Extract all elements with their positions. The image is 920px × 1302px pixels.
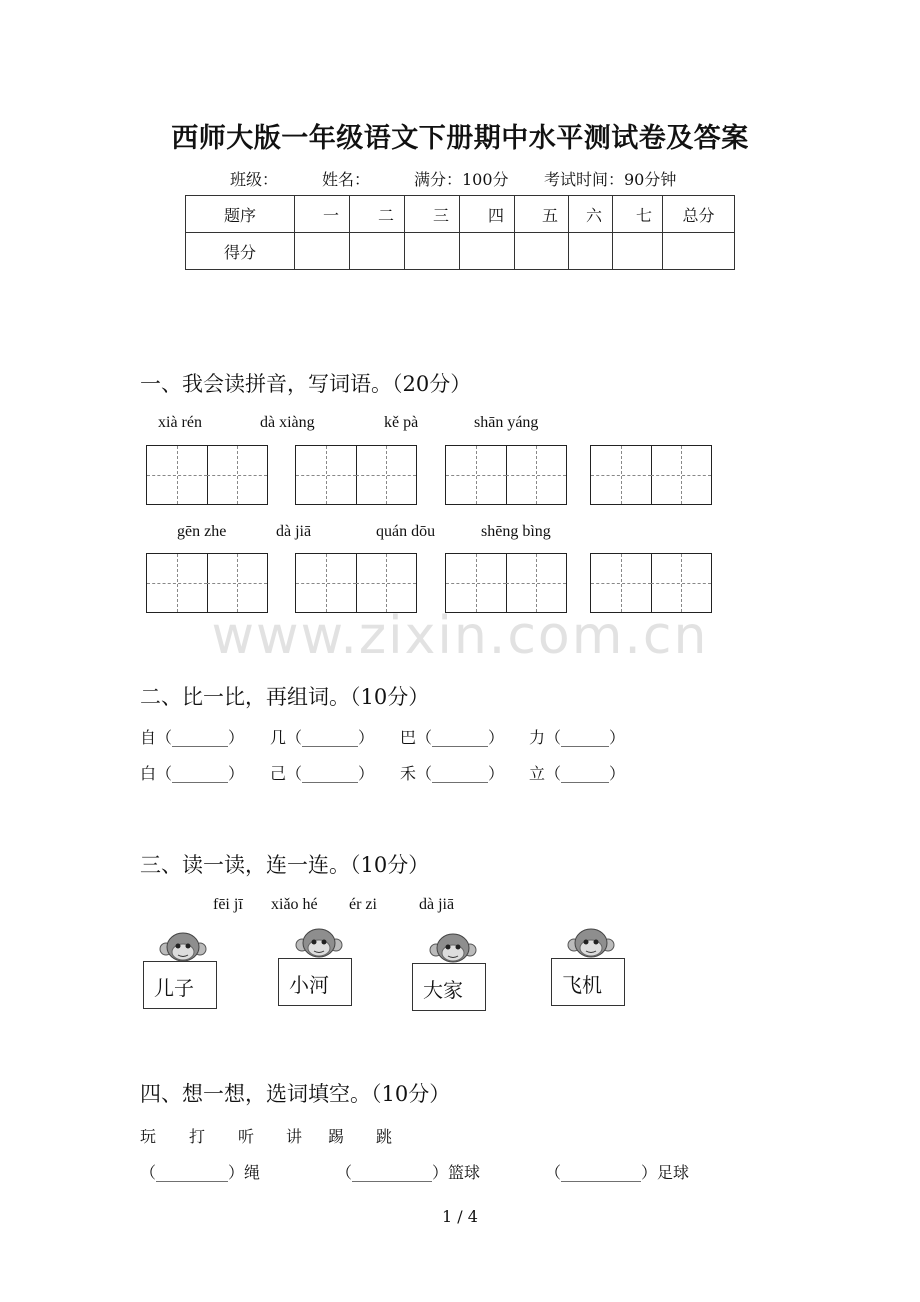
writing-grid[interactable]	[445, 553, 567, 613]
score-table-col-4: 四	[460, 196, 515, 233]
pinyin-label: dà jiā	[276, 523, 312, 540]
writing-grid[interactable]	[295, 553, 417, 613]
score-cell[interactable]	[663, 233, 735, 270]
option-word: 踢	[328, 1127, 345, 1146]
word-card[interactable]	[143, 961, 217, 1009]
pinyin-label: fēi jī	[213, 896, 243, 913]
score-table-header-row	[186, 196, 735, 233]
score-table-row-label: 题序	[186, 196, 295, 233]
score-cell[interactable]	[515, 233, 569, 270]
option-word: 听	[238, 1127, 255, 1146]
writing-grid[interactable]	[590, 553, 712, 613]
name-label: 姓名：	[322, 170, 371, 189]
option-word: 讲	[286, 1127, 303, 1146]
score-table-col-1: 一	[295, 196, 350, 233]
word-card-label: 大家	[423, 978, 463, 1002]
score-cell[interactable]	[405, 233, 460, 270]
word-card[interactable]	[278, 958, 352, 1006]
score-table-col-2: 二	[350, 196, 405, 233]
score-cell[interactable]	[295, 233, 350, 270]
pinyin-label: dà jiā	[419, 896, 455, 913]
pinyin-label: xià rén	[158, 414, 202, 431]
word-card-label: 儿子	[154, 976, 194, 1000]
pinyin-label: shān yáng	[474, 414, 539, 431]
monkey-icon	[566, 925, 616, 959]
exam-time-label: 考试时间：90分钟	[544, 170, 677, 189]
monkey-icon	[294, 925, 344, 959]
word-card[interactable]	[412, 963, 486, 1011]
fill-blank: （__________）篮球	[336, 1163, 481, 1182]
pinyin-label: shēng bìng	[481, 523, 551, 540]
page-title: 西师大版一年级语文下册期中水平测试卷及答案	[171, 123, 749, 154]
monkey-icon	[428, 930, 478, 964]
class-label: 班级：	[230, 170, 279, 189]
word-card[interactable]	[551, 958, 625, 1006]
compare-item: 禾（_______）	[400, 764, 505, 783]
score-table-row-label: 得分	[186, 233, 295, 270]
compare-item: 力（______）	[529, 728, 626, 747]
fill-blank: （_________）绳	[140, 1163, 261, 1182]
writing-grid[interactable]	[295, 445, 417, 505]
score-table-score-row	[186, 233, 735, 270]
score-cell[interactable]	[460, 233, 515, 270]
writing-grid[interactable]	[590, 445, 712, 505]
score-table-col-3: 三	[405, 196, 460, 233]
score-cell[interactable]	[350, 233, 405, 270]
section-3-title: 三、读一读，连一连。（10分）	[140, 853, 430, 877]
full-score-label: 满分：100分	[414, 170, 509, 189]
pinyin-label: xiǎo hé	[271, 896, 318, 913]
option-word: 玩	[140, 1127, 157, 1146]
fill-blank: （__________）足球	[545, 1163, 690, 1182]
section-1-title: 一、我会读拼音，写词语。（20分）	[140, 372, 472, 396]
compare-item: 己（_______）	[270, 764, 375, 783]
writing-grid[interactable]	[146, 553, 268, 613]
score-table	[185, 195, 735, 270]
section-2-title: 二、比一比，再组词。（10分）	[140, 685, 430, 709]
compare-item: 几（_______）	[270, 728, 375, 747]
option-word: 跳	[376, 1127, 393, 1146]
word-card-label: 飞机	[562, 973, 602, 997]
watermark: www.zixin.com.cn	[211, 606, 709, 666]
score-table-col-5: 五	[515, 196, 569, 233]
pinyin-label: kě pà	[384, 414, 419, 431]
page-number: 1 / 4	[442, 1207, 478, 1226]
writing-grid[interactable]	[146, 445, 268, 505]
section-4-title: 四、想一想，选词填空。（10分）	[140, 1082, 451, 1106]
pinyin-label: quán dōu	[376, 523, 436, 540]
compare-item: 自（_______）	[140, 728, 245, 747]
pinyin-label: gēn zhe	[177, 523, 227, 540]
option-word: 打	[189, 1127, 206, 1146]
score-cell[interactable]	[613, 233, 663, 270]
monkey-icon	[158, 929, 208, 963]
compare-item: 巴（_______）	[400, 728, 505, 747]
score-table-total-header: 总分	[663, 196, 735, 233]
writing-grid[interactable]	[445, 445, 567, 505]
score-table-col-6: 六	[569, 196, 613, 233]
compare-item: 立（______）	[529, 764, 626, 783]
score-table-col-7: 七	[613, 196, 663, 233]
score-cell[interactable]	[569, 233, 613, 270]
pinyin-label: ér zi	[349, 896, 377, 913]
word-card-label: 小河	[289, 973, 329, 997]
compare-item: 白（_______）	[140, 764, 245, 783]
pinyin-label: dà xiàng	[260, 414, 315, 431]
